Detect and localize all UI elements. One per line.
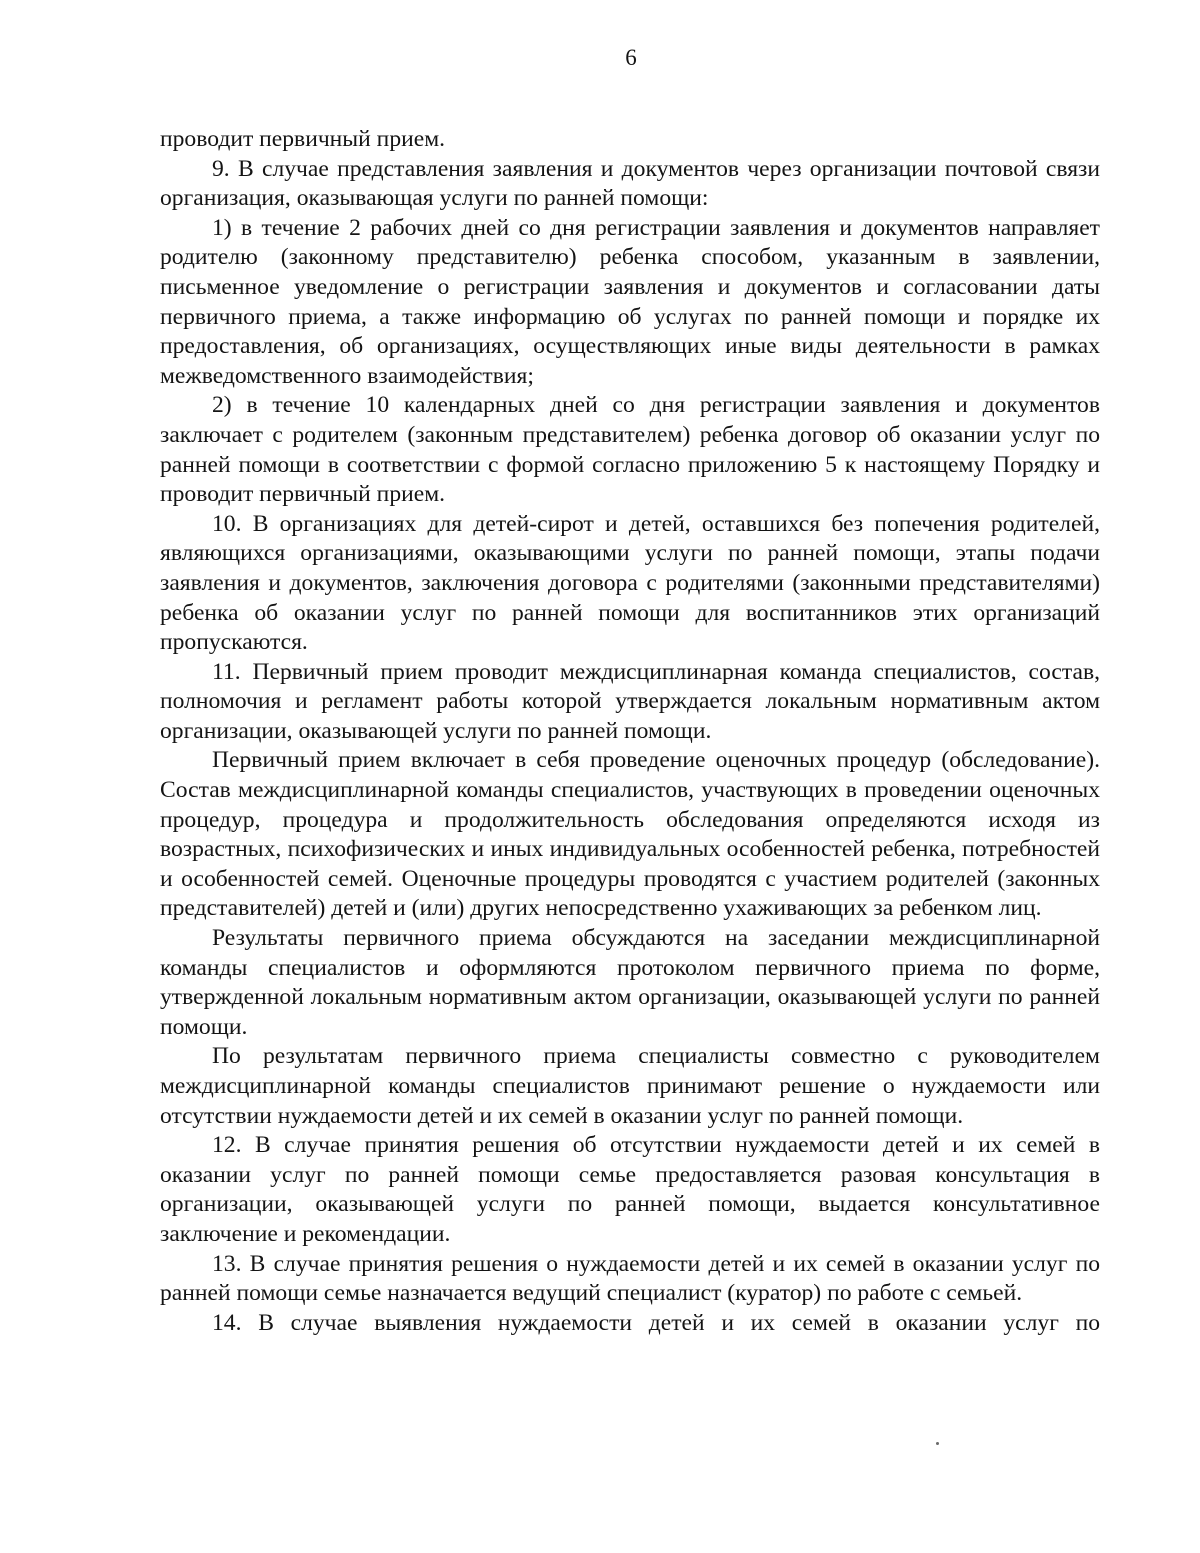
paragraph-results: Результаты первичного приема обсуждаются на заседании междисциплинарной команды специалистов и оформляются протоколом первичного приема по форме, утвержденной локальным нормативным актом организации, оказывающей услуги по ранней помощи. <box>160 925 1100 1040</box>
paragraph-item-10: 10. В организациях для детей-сирот и детей, оставшихся без попечения родителей, являющихся организациями, оказывающими услуги по ранней помощи, этапы подачи заявления и документов, заключения договора с родителями (законными представителями) ребенка об оказании услуг по ранней помощи для воспитанников этих организаций пропускаются. <box>160 510 1100 656</box>
paragraph-primary-reception: Первичный прием включает в себя проведение оценочных процедур (обследование). Состав междисциплинарной команды специалистов, участвующих в проведении оценочных процедур, процедура и продолжительность обследования определяются исходя из возрастных, психофизических и иных индивидуальных особенностей ребенка, потребностей и особенностей семей. Оценочные процедуры проводятся с участием родителей (законных представителей) детей и (или) других непосредственно ухаживающих за ребенком лиц. <box>160 747 1100 922</box>
paragraph-subitem-2: 2) в течение 10 календарных дней со дня регистрации заявления и документов заключает с родителем (законным представителем) ребенка договор об оказании услуг по ранней помощи в соответствии с формой согласно приложению 5 к настоящему Порядку и проводит первичный прием. <box>160 392 1100 508</box>
page-number: 6 <box>625 45 637 70</box>
paragraph-subitem-1: 1) в течение 2 рабочих дней со дня регистрации заявления и документов направляет родителю (законному представителю) ребенка способом, указанным в заявлении, письменное уведомление о регистрации заявления и документов и согласовании даты первичного приема, а также информацию об услугах по ранней помощи и порядке их предоставления, об организациях, осуществляющих иные виды деятельности в рамках межведомственного взаимодействия; <box>160 214 1100 389</box>
paragraph-item-14: 14. В случае выявления нуждаемости детей и их семей в оказании услуг по <box>212 1309 1100 1336</box>
paragraph-item-11: 11. Первичный прием проводит междисциплинарная команда специалистов, состав, полномочия и регламент работы которой утверждается локальным нормативным актом организации, оказывающей услуги по ранней помощи. <box>160 658 1100 744</box>
scan-speck <box>936 1442 939 1445</box>
paragraph-item-12: 12. В случае принятия решения об отсутствии нуждаемости детей и их семей в оказании услуг по ранней помощи семье предоставляется разовая консультация в организации, оказывающей услуги по ранней помощи, выдается консультативное заключение и рекомендации. <box>160 1132 1100 1247</box>
paragraph-item-13: 13. В случае принятия решения о нуждаемости детей и их семей в оказании услуг по ранней помощи семье назначается ведущий специалист (куратор) по работе с семьей. <box>160 1250 1100 1307</box>
paragraph-item-9: 9. В случае представления заявления и документов через организации почтовой связи организация, оказывающая услуги по ранней помощи: <box>160 155 1100 212</box>
document-body <box>160 125 1100 1338</box>
paragraph-continuation: проводит первичный прием. <box>160 126 446 152</box>
paragraph-decision: По результатам первичного приема специалисты совместно с руководителем междисциплинарной команды специалистов принимают решение о нуждаемости или отсутствии нуждаемости детей и их семей в оказании услуг по ранней помощи. <box>160 1043 1100 1129</box>
